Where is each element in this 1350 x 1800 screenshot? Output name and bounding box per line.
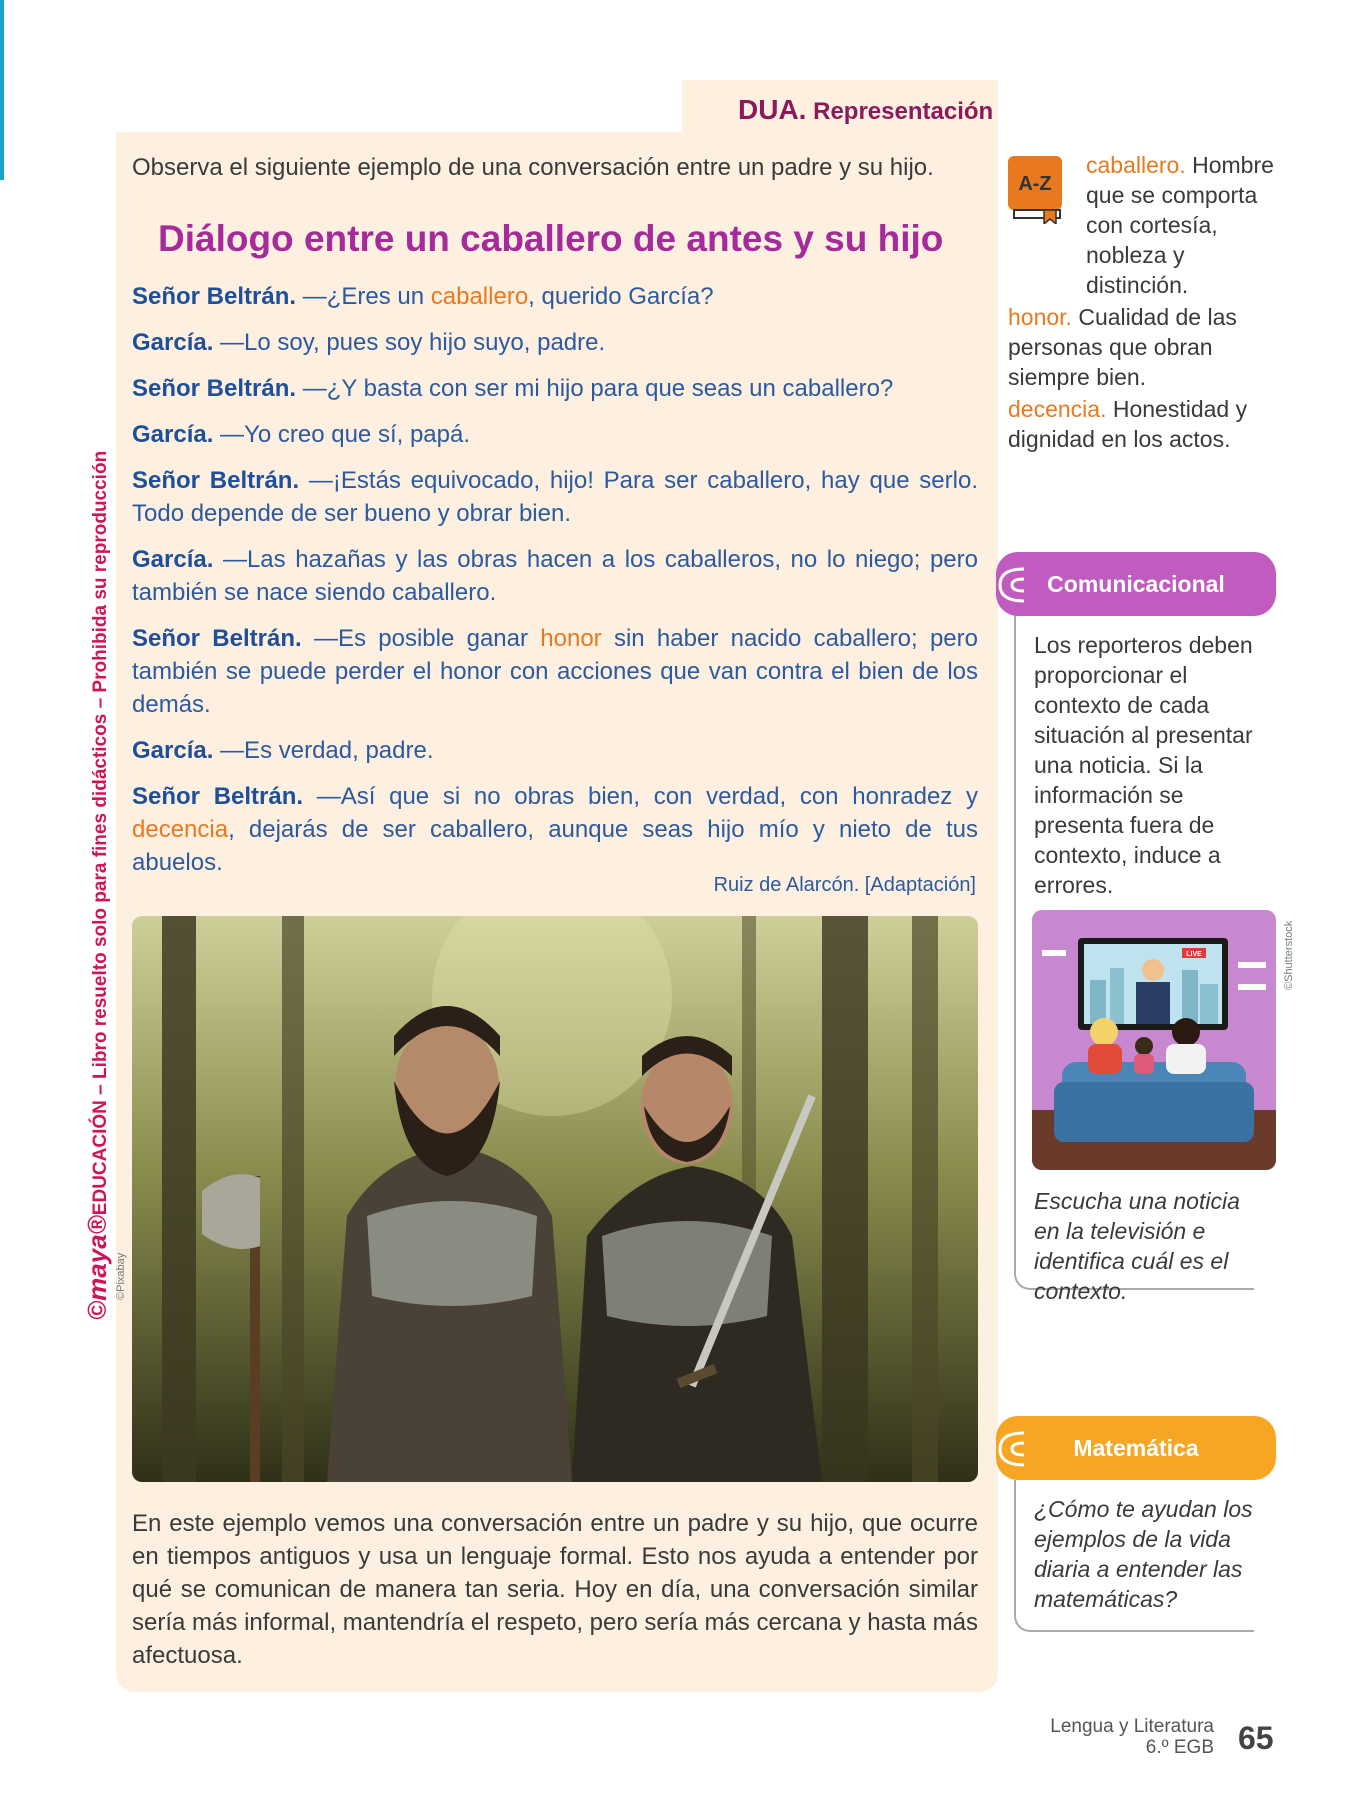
panel-corner-cut xyxy=(116,80,682,132)
footer-subject xyxy=(1050,1716,1214,1758)
swirl-icon xyxy=(994,1427,1032,1471)
outro-paragraph: En este ejemplo vemos una conversación entre un padre y su hijo, que ocurre en tiempos antiguos y usa un lenguaje formal. Esto nos ayuda a entender por qué se comunican de manera tan seria. Hoy en día, una conversación similar sería más informal, mantendría el respeto, pero sería más cercana y hasta más afectuosa. xyxy=(132,1510,978,1669)
swirl-icon xyxy=(994,563,1032,607)
dialog-line: Señor Beltrán. —¿Eres un caballero, querido García? xyxy=(132,283,714,310)
comunicacional-activity: Escucha una noticia en la televisión e identifica cuál es el contexto. xyxy=(1034,1188,1240,1304)
dialog-title: Diálogo entre un caballero de antes y su hijo xyxy=(158,218,944,259)
page-edge-rule xyxy=(0,0,4,180)
dialog xyxy=(132,280,978,892)
glossary-entry-caballero: caballero. Hombre que se comporta con cortesía, nobleza y distinción. xyxy=(1086,152,1274,298)
illustration-credit: ©Shutterstock xyxy=(1283,920,1295,990)
matematica-question: ¿Cómo te ayudan los ejemplos de la vida diaria a entender las matemáticas? xyxy=(1034,1496,1253,1612)
keyword-decencia: decencia xyxy=(132,816,229,843)
dialog-line: Señor Beltrán. —¿Y basta con ser mi hijo para que seas un caballero? xyxy=(132,375,894,402)
page-number: 65 xyxy=(1238,1720,1274,1756)
intro-text: Observa el siguiente ejemplo de una conversación entre un padre y su hijo. xyxy=(132,154,934,181)
grade-label: 6.º EGB xyxy=(1145,1737,1214,1758)
keyword-honor: honor xyxy=(540,625,602,652)
glossary-entry-honor: honor. Cualidad de las personas que obran siempre bien. xyxy=(1008,304,1237,390)
dialog-line: García. —Lo soy, pues soy hijo suyo, padre. xyxy=(132,329,606,356)
dialog-line: Señor Beltrán. —¡Estás equivocado, hijo! Para ser caballero, hay que serlo. Todo depende de ser bueno y obrar bien. xyxy=(132,467,978,527)
tv-news-illustration xyxy=(1032,910,1276,1170)
copyright-notice: ©maya®EDUCACIÓN – Libro resuelto solo para fines didácticos – Prohibida su reproducción xyxy=(82,450,112,1320)
keyword-caballero: caballero xyxy=(430,283,529,310)
svg-text:A-Z: A-Z xyxy=(1018,173,1052,195)
knights-photo xyxy=(132,916,978,1482)
matematica-header: Matemática xyxy=(996,1416,1276,1480)
comunicacional-text: Los reporteros deben proporcionar el contexto de cada situación al presentar una noticia. Si la información se presenta fuera de contexto, induce a errores. xyxy=(1034,632,1253,898)
dialog-line: García. —Yo creo que sí, papá. xyxy=(132,421,471,448)
svg-text:LIVE: LIVE xyxy=(1186,951,1202,958)
subject-name: Lengua y Literatura xyxy=(1050,1716,1214,1737)
dialog-line: García. —Es verdad, padre. xyxy=(132,737,434,764)
comunicacional-header: Comunicacional xyxy=(996,552,1276,616)
glossary xyxy=(1008,150,1288,454)
photo-credit: ©Pixabay xyxy=(115,1252,127,1300)
dialog-line: García. —Las hazañas y las obras hacen a los caballeros, no lo niego; pero también se nace siendo caballero. xyxy=(132,546,978,606)
dialog-line: Señor Beltrán. —Así que si no obras bien, con verdad, con honradez y decencia, dejarás de ser caballero, aunque seas hijo mío y nieto de tus abuelos. xyxy=(132,783,978,876)
source-citation: Ruiz de Alarcón. [Adaptación] xyxy=(713,874,976,896)
glossary-entry-decencia: decencia. Honestidad y dignidad en los actos. xyxy=(1008,396,1248,452)
dua-label: DUA. Representación xyxy=(738,94,994,125)
dialog-line: Señor Beltrán. —Es posible ganar honor sin haber nacido caballero; pero también se puede perder el honor con acciones que van contra el bien de los demás. xyxy=(132,625,978,718)
